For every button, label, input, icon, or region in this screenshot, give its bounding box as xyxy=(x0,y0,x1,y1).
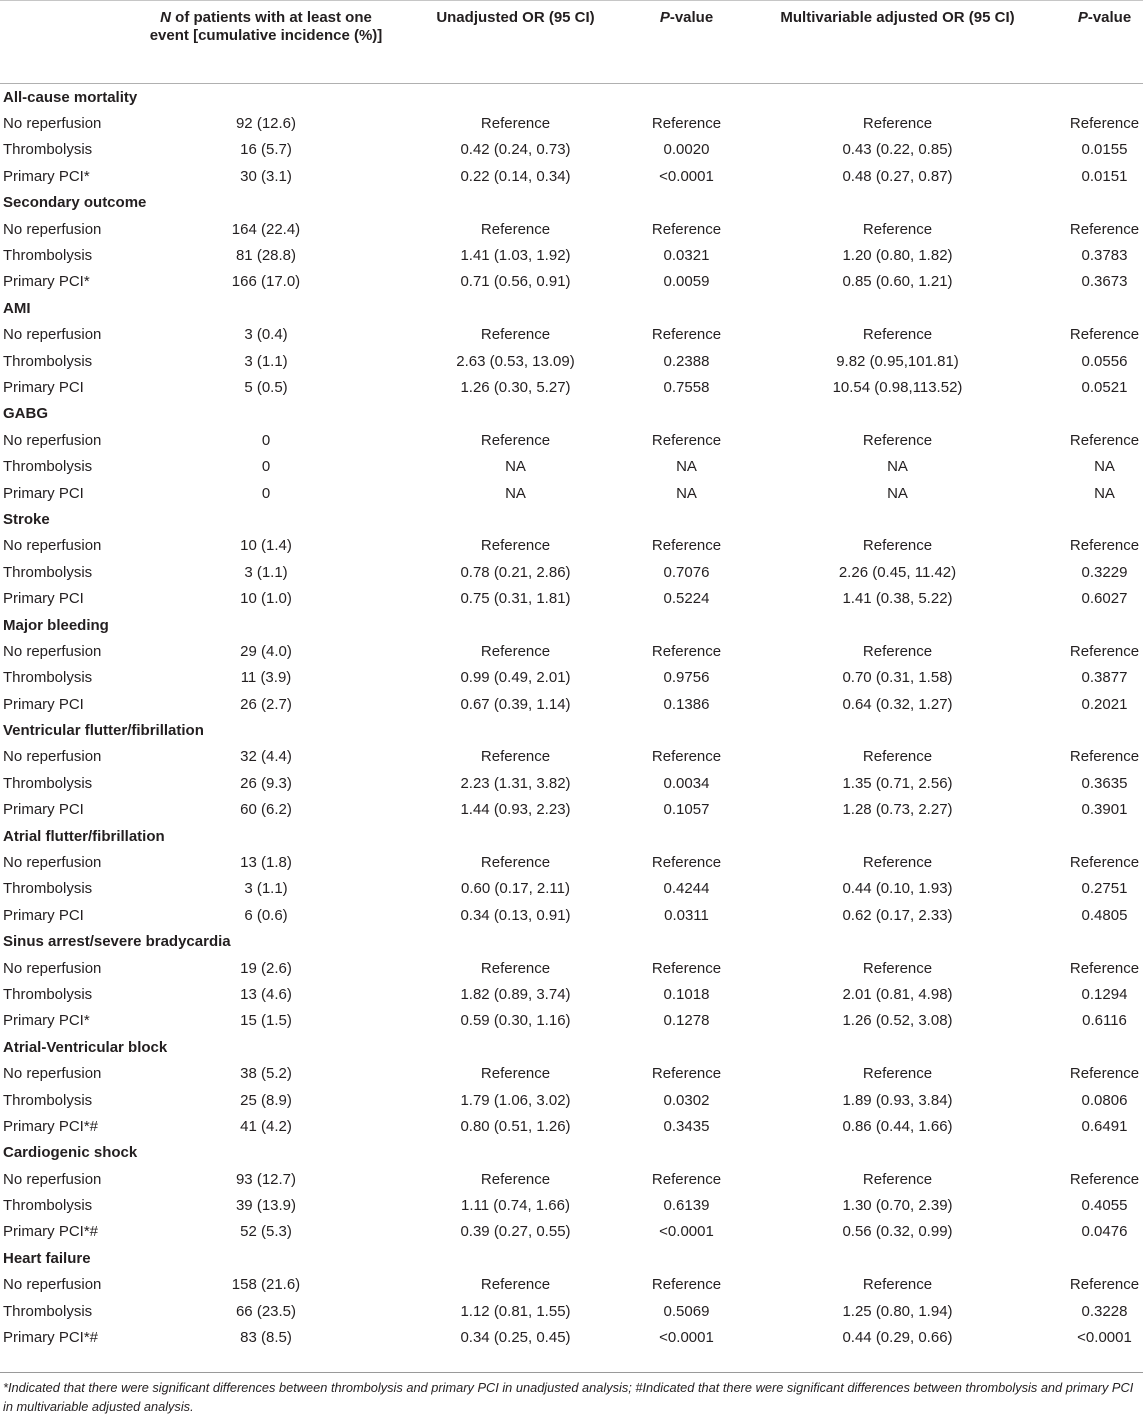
unadjusted-or-cell: 0.60 (0.17, 2.11) xyxy=(461,880,570,898)
p-value-unadjusted-cell: 0.1386 xyxy=(663,695,710,713)
adjusted-or-cell: Reference xyxy=(862,959,933,977)
adjusted-or-cell: 0.43 (0.22, 0.85) xyxy=(842,141,953,159)
adjusted-or-cell: 0.56 (0.32, 0.99) xyxy=(842,1223,953,1241)
n-patients-cell: 6 (0.6) xyxy=(244,906,288,924)
p-value-unadjusted-cell: Reference xyxy=(651,1065,722,1083)
adjusted-or-cell: 0.62 (0.17, 2.33) xyxy=(842,906,953,924)
row-label: No reperfusion xyxy=(3,959,102,977)
section-header-row xyxy=(0,401,1143,427)
unadjusted-or-cell: 2.63 (0.53, 13.09) xyxy=(456,352,575,370)
p-value-adjusted-cell: 0.0151 xyxy=(1081,167,1128,185)
p-value-unadjusted-cell: <0.0001 xyxy=(659,1223,714,1241)
n-patients-cell: 16 (5.7) xyxy=(240,141,292,159)
section-title: Ventricular flutter/fibrillation xyxy=(3,722,204,740)
p-value-unadjusted-cell: 0.1018 xyxy=(663,985,710,1003)
p-value-unadjusted-cell: Reference xyxy=(651,220,722,238)
p-value-unadjusted-cell: 0.5069 xyxy=(663,1302,710,1320)
row-label: Thrombolysis xyxy=(3,985,93,1003)
p-value-unadjusted-cell: 0.6139 xyxy=(663,1197,710,1215)
p-value-adjusted-cell: 0.6027 xyxy=(1081,590,1128,608)
unadjusted-or-cell: 1.11 (0.74, 1.66) xyxy=(461,1197,570,1215)
adjusted-or-cell: 2.26 (0.45, 11.42) xyxy=(838,563,957,581)
table-row xyxy=(0,242,1143,268)
row-label: Primary PCI*# xyxy=(3,1223,99,1241)
unadjusted-or-cell: Reference xyxy=(480,537,551,555)
p-value-unadjusted-cell: Reference xyxy=(651,537,722,555)
unadjusted-or-cell: Reference xyxy=(480,959,551,977)
adjusted-or-cell: 1.41 (0.38, 5.22) xyxy=(842,590,953,608)
unadjusted-or-cell: 0.59 (0.30, 1.16) xyxy=(460,1012,571,1030)
section-title: Stroke xyxy=(3,510,50,528)
table-row xyxy=(0,322,1143,348)
n-patients-cell: 29 (4.0) xyxy=(240,642,292,660)
table-row xyxy=(0,902,1143,928)
p-value-adjusted-cell: Reference xyxy=(1069,1276,1140,1294)
n-patients-cell: 26 (9.3) xyxy=(240,774,292,792)
n-patients-cell: 3 (1.1) xyxy=(244,352,288,370)
section-header-row xyxy=(0,929,1143,955)
p-value-adjusted-cell: Reference xyxy=(1069,748,1140,766)
p-value-unadjusted-cell: NA xyxy=(676,458,697,476)
unadjusted-or-cell: 0.34 (0.25, 0.45) xyxy=(460,1329,571,1347)
n-patients-cell: 3 (1.1) xyxy=(244,563,288,581)
unadjusted-or-cell: NA xyxy=(505,458,526,476)
p-value-adjusted-cell: 0.1294 xyxy=(1081,985,1128,1003)
p-value-adjusted-cell: Reference xyxy=(1069,115,1140,133)
row-label: No reperfusion xyxy=(3,1276,102,1294)
table-row xyxy=(0,691,1143,717)
n-patients-cell: 41 (4.2) xyxy=(240,1117,292,1135)
adjusted-or-cell: 0.70 (0.31, 1.58) xyxy=(842,669,953,687)
adjusted-or-cell: 1.28 (0.73, 2.27) xyxy=(842,801,953,819)
row-label: Primary PCI* xyxy=(3,273,90,291)
p-value-unadjusted-cell: 0.0311 xyxy=(664,906,709,924)
section-title: AMI xyxy=(3,299,31,317)
adjusted-or-cell: 1.26 (0.52, 3.08) xyxy=(842,1012,953,1030)
table-row xyxy=(0,1192,1143,1218)
p-value-adjusted-cell: Reference xyxy=(1069,220,1140,238)
n-patients-cell: 164 (22.4) xyxy=(231,220,301,238)
table-row xyxy=(0,955,1143,981)
section-title: GABG xyxy=(3,405,48,423)
unadjusted-or-cell: 0.99 (0.49, 2.01) xyxy=(460,669,571,687)
n-patients-cell: 5 (0.5) xyxy=(244,378,288,396)
section-title: Atrial flutter/fibrillation xyxy=(3,827,165,845)
section-title: All-cause mortality xyxy=(3,88,138,106)
row-label: No reperfusion xyxy=(3,537,102,555)
p-value-adjusted-cell: 0.4805 xyxy=(1081,906,1128,924)
p-value-unadjusted-cell: 0.5224 xyxy=(663,590,710,608)
table-row xyxy=(0,1087,1143,1113)
p-value-unadjusted-cell: Reference xyxy=(651,1170,722,1188)
section-title: Cardiogenic shock xyxy=(3,1144,138,1162)
row-label: Primary PCI* xyxy=(3,167,90,185)
p-value-unadjusted-cell: 0.0321 xyxy=(663,247,710,265)
p-value-adjusted-cell: 0.3635 xyxy=(1081,774,1128,792)
header-p2-italic: P xyxy=(1077,9,1088,26)
table-row xyxy=(0,110,1143,136)
table-header xyxy=(0,1,1143,84)
row-label: Primary PCI*# xyxy=(3,1329,99,1347)
adjusted-or-cell: 2.01 (0.81, 4.98) xyxy=(842,985,953,1003)
unadjusted-or-cell: 1.79 (1.06, 3.02) xyxy=(460,1091,571,1109)
unadjusted-or-cell: 1.12 (0.81, 1.55) xyxy=(460,1302,571,1320)
header-n-text: of patients with at least one event [cumulative incidence (%)] xyxy=(149,9,383,44)
table-footnote: *Indicated that there were significant differences between thrombolysis and primary PCI in unadjusted analysis; #Indicated that there were significant differences between thrombolysis and primary PCI in multivariable adjusted analysis. xyxy=(3,1380,1134,1414)
table-row xyxy=(0,1060,1143,1086)
p-value-unadjusted-cell: 0.0302 xyxy=(663,1091,710,1109)
unadjusted-or-cell: Reference xyxy=(480,1065,551,1083)
adjusted-or-cell: 0.86 (0.44, 1.66) xyxy=(842,1117,953,1135)
n-patients-cell: 52 (5.3) xyxy=(240,1223,292,1241)
table-row xyxy=(0,453,1143,479)
n-patients-cell: 39 (13.9) xyxy=(235,1197,297,1215)
p-value-unadjusted-cell: Reference xyxy=(651,748,722,766)
row-label: Thrombolysis xyxy=(3,247,93,265)
p-value-adjusted-cell: 0.0806 xyxy=(1081,1091,1128,1109)
unadjusted-or-cell: Reference xyxy=(480,431,551,449)
n-patients-cell: 93 (12.7) xyxy=(235,1170,297,1188)
table-row xyxy=(0,1008,1143,1034)
n-patients-cell: 83 (8.5) xyxy=(240,1329,292,1347)
adjusted-or-cell: Reference xyxy=(862,642,933,660)
unadjusted-or-cell: 1.41 (1.03, 1.92) xyxy=(460,247,571,265)
header-unadjusted-or: Unadjusted OR (95 CI) xyxy=(387,1,644,84)
row-label: No reperfusion xyxy=(3,115,102,133)
p-value-adjusted-cell: Reference xyxy=(1069,1065,1140,1083)
n-patients-cell: 38 (5.2) xyxy=(240,1065,292,1083)
section-title: Major bleeding xyxy=(3,616,109,634)
p-value-adjusted-cell: 0.3228 xyxy=(1081,1302,1128,1320)
unadjusted-or-cell: 0.34 (0.13, 0.91) xyxy=(460,906,571,924)
unadjusted-or-cell: 0.67 (0.39, 1.14) xyxy=(460,695,571,713)
n-patients-cell: 3 (0.4) xyxy=(244,326,288,344)
p-value-adjusted-cell: Reference xyxy=(1069,537,1140,555)
n-patients-cell: 66 (23.5) xyxy=(235,1302,297,1320)
adjusted-or-cell: 1.30 (0.70, 2.39) xyxy=(842,1197,953,1215)
unadjusted-or-cell: 0.39 (0.27, 0.55) xyxy=(460,1223,571,1241)
table-row xyxy=(0,849,1143,875)
unadjusted-or-cell: Reference xyxy=(480,642,551,660)
p-value-adjusted-cell: 0.0155 xyxy=(1081,141,1128,159)
row-label: Primary PCI xyxy=(3,801,84,819)
p-value-adjusted-cell: NA xyxy=(1094,458,1115,476)
p-value-unadjusted-cell: Reference xyxy=(651,642,722,660)
row-label: Primary PCI*# xyxy=(3,1117,99,1135)
p-value-unadjusted-cell: 0.4244 xyxy=(663,880,710,898)
row-label: Primary PCI* xyxy=(3,1012,90,1030)
section-header-row xyxy=(0,1034,1143,1060)
table-row xyxy=(0,981,1143,1007)
adjusted-or-cell: Reference xyxy=(862,537,933,555)
p-value-adjusted-cell: Reference xyxy=(1069,854,1140,872)
n-patients-cell: 0 xyxy=(261,458,271,476)
row-label: Thrombolysis xyxy=(3,352,93,370)
row-label: No reperfusion xyxy=(3,1170,102,1188)
p-value-adjusted-cell: Reference xyxy=(1069,959,1140,977)
table-row xyxy=(0,638,1143,664)
unadjusted-or-cell: 0.80 (0.51, 1.26) xyxy=(460,1117,571,1135)
header-p-value-unadjusted xyxy=(644,1,729,84)
p-value-adjusted-cell: 0.3877 xyxy=(1081,669,1128,687)
section-header-row xyxy=(0,1245,1143,1271)
unadjusted-or-cell: Reference xyxy=(480,326,551,344)
adjusted-or-cell: Reference xyxy=(862,854,933,872)
row-label: No reperfusion xyxy=(3,431,102,449)
table-bottom-rule xyxy=(0,1372,1143,1373)
section-header-row xyxy=(0,506,1143,532)
p-value-unadjusted-cell: Reference xyxy=(651,959,722,977)
p-value-adjusted-cell: 0.3673 xyxy=(1081,273,1128,291)
table-row xyxy=(0,1272,1143,1298)
p-value-unadjusted-cell: NA xyxy=(676,484,697,502)
n-patients-cell: 3 (1.1) xyxy=(244,880,288,898)
unadjusted-or-cell: Reference xyxy=(480,854,551,872)
n-patients-cell: 166 (17.0) xyxy=(231,273,301,291)
row-label: Thrombolysis xyxy=(3,1197,93,1215)
section-header-row xyxy=(0,84,1143,111)
header-n-patients xyxy=(145,1,387,84)
p-value-unadjusted-cell: 0.2388 xyxy=(663,352,710,370)
header-p-text: -value xyxy=(669,9,714,26)
p-value-adjusted-cell: 0.4055 xyxy=(1081,1197,1128,1215)
section-title: Heart failure xyxy=(3,1249,91,1267)
n-patients-cell: 25 (8.9) xyxy=(240,1091,292,1109)
adjusted-or-cell: Reference xyxy=(862,431,933,449)
n-patients-cell: 60 (6.2) xyxy=(240,801,292,819)
adjusted-or-cell: 0.44 (0.10, 1.93) xyxy=(842,880,953,898)
row-label: No reperfusion xyxy=(3,748,102,766)
n-patients-cell: 92 (12.6) xyxy=(235,115,297,133)
p-value-adjusted-cell: <0.0001 xyxy=(1077,1329,1132,1347)
row-label: Thrombolysis xyxy=(3,1302,93,1320)
row-label: Primary PCI xyxy=(3,484,84,502)
n-patients-cell: 158 (21.6) xyxy=(231,1276,301,1294)
section-title: Atrial-Ventricular block xyxy=(3,1038,168,1056)
adjusted-or-cell: Reference xyxy=(862,748,933,766)
header-outcome xyxy=(0,1,145,84)
p-value-unadjusted-cell: Reference xyxy=(651,1276,722,1294)
row-label: Thrombolysis xyxy=(3,458,93,476)
table-row xyxy=(0,665,1143,691)
row-label: No reperfusion xyxy=(3,326,102,344)
p-value-unadjusted-cell: 0.0020 xyxy=(663,141,710,159)
table-row xyxy=(0,216,1143,242)
p-value-adjusted-cell: 0.6116 xyxy=(1082,1012,1127,1030)
header-p2-text: -value xyxy=(1087,9,1132,26)
table-row xyxy=(0,1298,1143,1324)
row-label: Thrombolysis xyxy=(3,880,93,898)
n-patients-cell: 10 (1.4) xyxy=(240,537,292,555)
row-label: Thrombolysis xyxy=(3,141,93,159)
unadjusted-or-cell: 1.26 (0.30, 5.27) xyxy=(460,378,571,396)
section-header-row xyxy=(0,717,1143,743)
unadjusted-or-cell: Reference xyxy=(480,1170,551,1188)
p-value-unadjusted-cell: Reference xyxy=(651,431,722,449)
n-patients-cell: 13 (4.6) xyxy=(240,985,292,1003)
row-label: Primary PCI xyxy=(3,906,84,924)
section-title: Secondary outcome xyxy=(3,194,147,212)
p-value-adjusted-cell: 0.2021 xyxy=(1081,695,1128,713)
unadjusted-or-cell: 0.78 (0.21, 2.86) xyxy=(460,563,571,581)
p-value-adjusted-cell: 0.3783 xyxy=(1081,247,1128,265)
table-row xyxy=(0,585,1143,611)
table-row xyxy=(0,374,1143,400)
adjusted-or-cell: 10.54 (0.98,113.52) xyxy=(832,378,963,396)
p-value-adjusted-cell: Reference xyxy=(1069,431,1140,449)
n-patients-cell: 13 (1.8) xyxy=(240,854,292,872)
header-p-italic: P xyxy=(659,9,670,26)
p-value-adjusted-cell: 0.6491 xyxy=(1081,1117,1128,1135)
unadjusted-or-cell: Reference xyxy=(480,1276,551,1294)
table-row xyxy=(0,797,1143,823)
adjusted-or-cell: 1.20 (0.80, 1.82) xyxy=(842,247,953,265)
n-patients-cell: 81 (28.8) xyxy=(235,247,297,265)
table-row xyxy=(0,770,1143,796)
adjusted-or-cell: NA xyxy=(887,458,908,476)
n-patients-cell: 15 (1.5) xyxy=(240,1012,292,1030)
table-row xyxy=(0,1219,1143,1245)
header-n-italic: N xyxy=(160,9,171,26)
unadjusted-or-cell: 0.75 (0.31, 1.81) xyxy=(460,590,571,608)
row-label: No reperfusion xyxy=(3,1065,102,1083)
row-label: Thrombolysis xyxy=(3,669,93,687)
unadjusted-or-cell: 0.42 (0.24, 0.73) xyxy=(460,141,571,159)
table-row xyxy=(0,744,1143,770)
table-row xyxy=(0,163,1143,189)
table-row xyxy=(0,427,1143,453)
row-label: No reperfusion xyxy=(3,220,102,238)
section-header-row xyxy=(0,612,1143,638)
p-value-adjusted-cell: 0.0476 xyxy=(1081,1223,1128,1241)
table-row xyxy=(0,348,1143,374)
adjusted-or-cell: 0.44 (0.29, 0.66) xyxy=(842,1329,953,1347)
adjusted-or-cell: 1.35 (0.71, 2.56) xyxy=(842,774,953,792)
p-value-unadjusted-cell: <0.0001 xyxy=(659,167,714,185)
unadjusted-or-cell: 0.71 (0.56, 0.91) xyxy=(460,273,571,291)
adjusted-or-cell: Reference xyxy=(862,220,933,238)
n-patients-cell: 11 (3.9) xyxy=(240,669,292,687)
p-value-unadjusted-cell: 0.9756 xyxy=(663,669,710,687)
table-row xyxy=(0,559,1143,585)
adjusted-or-cell: Reference xyxy=(862,1170,933,1188)
table-row xyxy=(0,1166,1143,1192)
p-value-adjusted-cell: 0.0521 xyxy=(1081,378,1128,396)
p-value-unadjusted-cell: Reference xyxy=(651,854,722,872)
adjusted-or-cell: 0.64 (0.32, 1.27) xyxy=(842,695,953,713)
p-value-adjusted-cell: 0.3901 xyxy=(1081,801,1128,819)
table-row xyxy=(0,269,1143,295)
p-value-adjusted-cell: NA xyxy=(1094,484,1115,502)
n-patients-cell: 10 (1.0) xyxy=(240,590,292,608)
header-p-value-adjusted xyxy=(1066,1,1143,84)
p-value-unadjusted-cell: 0.1278 xyxy=(663,1012,710,1030)
section-header-row xyxy=(0,295,1143,321)
table-row xyxy=(0,137,1143,163)
table-row xyxy=(0,533,1143,559)
table-row xyxy=(0,1113,1143,1139)
adjusted-or-cell: NA xyxy=(887,484,908,502)
row-label: No reperfusion xyxy=(3,642,102,660)
section-header-row xyxy=(0,190,1143,216)
p-value-adjusted-cell: Reference xyxy=(1069,326,1140,344)
p-value-unadjusted-cell: Reference xyxy=(651,326,722,344)
p-value-adjusted-cell: 0.3229 xyxy=(1081,563,1128,581)
p-value-unadjusted-cell: 0.0059 xyxy=(663,273,710,291)
p-value-adjusted-cell: 0.2751 xyxy=(1081,880,1128,898)
adjusted-or-cell: Reference xyxy=(862,115,933,133)
adjusted-or-cell: 9.82 (0.95,101.81) xyxy=(836,352,959,370)
adjusted-or-cell: Reference xyxy=(862,1276,933,1294)
row-label: Primary PCI xyxy=(3,378,84,396)
n-patients-cell: 30 (3.1) xyxy=(240,167,292,185)
p-value-unadjusted-cell: Reference xyxy=(651,115,722,133)
table-row xyxy=(0,480,1143,506)
n-patients-cell: 32 (4.4) xyxy=(240,748,292,766)
table-row xyxy=(0,876,1143,902)
n-patients-cell: 0 xyxy=(261,431,271,449)
n-patients-cell: 0 xyxy=(261,484,271,502)
row-label: Thrombolysis xyxy=(3,1091,93,1109)
row-label: Thrombolysis xyxy=(3,563,93,581)
adjusted-or-cell: 1.89 (0.93, 3.84) xyxy=(842,1091,953,1109)
adjusted-or-cell: 1.25 (0.80, 1.94) xyxy=(842,1302,953,1320)
table-row xyxy=(0,1324,1143,1350)
p-value-unadjusted-cell: <0.0001 xyxy=(659,1329,714,1347)
p-value-unadjusted-cell: 0.3435 xyxy=(663,1117,710,1135)
row-label: Primary PCI xyxy=(3,695,84,713)
row-label: No reperfusion xyxy=(3,854,102,872)
p-value-unadjusted-cell: 0.7558 xyxy=(663,378,710,396)
adjusted-or-cell: Reference xyxy=(862,326,933,344)
p-value-unadjusted-cell: 0.0034 xyxy=(663,774,710,792)
adjusted-or-cell: Reference xyxy=(862,1065,933,1083)
row-label: Primary PCI xyxy=(3,590,84,608)
row-label: Thrombolysis xyxy=(3,774,93,792)
adjusted-or-cell: 0.85 (0.60, 1.21) xyxy=(842,273,953,291)
unadjusted-or-cell: 2.23 (1.31, 3.82) xyxy=(460,774,571,792)
adjusted-or-cell: 0.48 (0.27, 0.87) xyxy=(842,167,953,185)
p-value-adjusted-cell: Reference xyxy=(1069,1170,1140,1188)
section-title: Sinus arrest/severe bradycardia xyxy=(3,933,231,951)
n-patients-cell: 26 (2.7) xyxy=(240,695,292,713)
p-value-unadjusted-cell: 0.1057 xyxy=(663,801,710,819)
section-header-row xyxy=(0,1140,1143,1166)
unadjusted-or-cell: Reference xyxy=(480,220,551,238)
table-body xyxy=(0,84,1143,1351)
unadjusted-or-cell: 0.22 (0.14, 0.34) xyxy=(460,167,571,185)
p-value-adjusted-cell: 0.0556 xyxy=(1081,352,1128,370)
unadjusted-or-cell: 1.44 (0.93, 2.23) xyxy=(460,801,571,819)
unadjusted-or-cell: NA xyxy=(505,484,526,502)
unadjusted-or-cell: Reference xyxy=(480,115,551,133)
unadjusted-or-cell: Reference xyxy=(480,748,551,766)
header-adjusted-or: Multivariable adjusted OR (95 CI) xyxy=(729,1,1066,84)
p-value-unadjusted-cell: 0.7076 xyxy=(663,563,710,581)
unadjusted-or-cell: 1.82 (0.89, 3.74) xyxy=(460,985,571,1003)
section-header-row xyxy=(0,823,1143,849)
p-value-adjusted-cell: Reference xyxy=(1069,642,1140,660)
n-patients-cell: 19 (2.6) xyxy=(240,959,292,977)
